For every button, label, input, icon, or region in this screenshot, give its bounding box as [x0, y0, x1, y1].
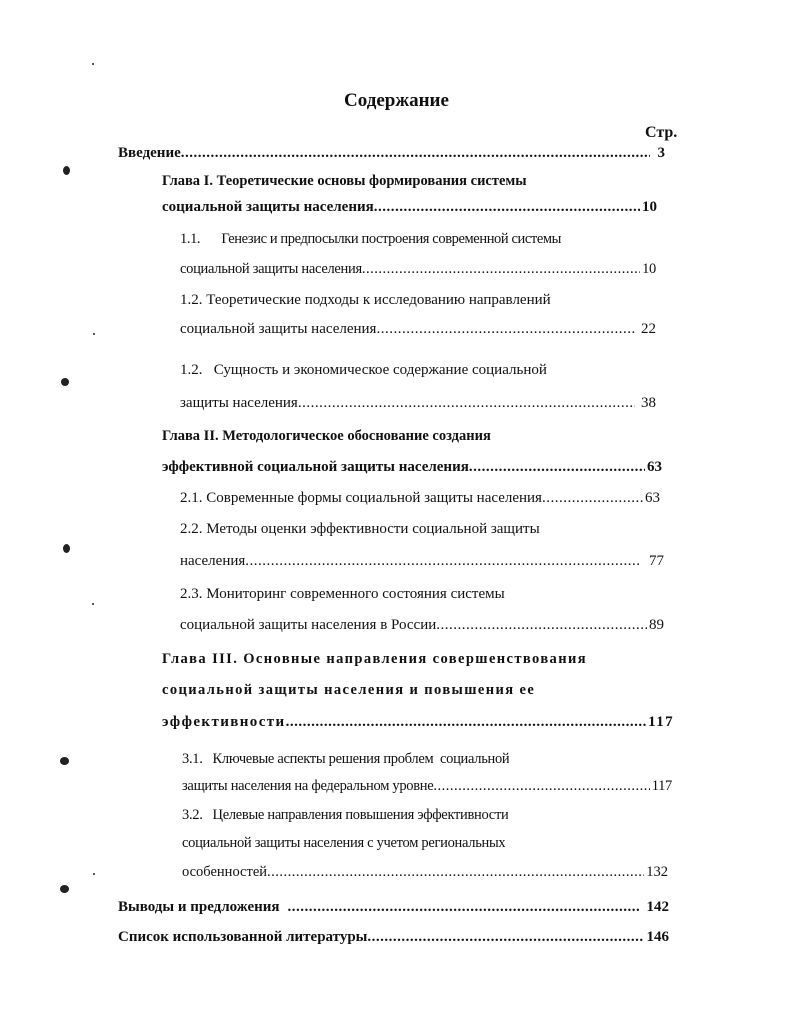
toc-section-2-1[interactable] [180, 487, 660, 509]
toc-page-number: 63 [647, 459, 662, 475]
toc-section-1-2-line1[interactable]: 1.2. Теоретические подходы к исследованию направлений [180, 292, 551, 308]
toc-section-1-1-line1[interactable] [180, 228, 561, 250]
scan-speck [92, 603, 94, 605]
toc-leader-dots [267, 861, 644, 883]
page-column-label: Стр. [645, 124, 678, 141]
toc-page-number: 3 [657, 145, 665, 161]
toc-section-1-2-line2[interactable] [180, 318, 656, 340]
toc-leader-dots [362, 258, 640, 280]
toc-section-1-3-line2[interactable] [180, 392, 656, 414]
toc-leader-dots [298, 392, 635, 414]
scan-speck [63, 166, 70, 175]
toc-chapter-1-line1[interactable]: Глава I. Теоретические основы формирования системы [162, 173, 527, 189]
toc-page-number: 117 [648, 714, 674, 730]
toc-entry-label: социальной защиты населения [180, 261, 362, 277]
toc-leader-dots [181, 142, 650, 164]
toc-section-1-3-line1[interactable]: 1.2. Сущность и экономическое содержание социальной [180, 362, 547, 378]
toc-page-number: 22 [641, 321, 656, 337]
toc-entry-intro[interactable] [118, 142, 665, 164]
toc-section-2-2-line1[interactable]: 2.2. Методы оценки эффективности социальной защиты [180, 521, 540, 537]
toc-entry-label: Введение [118, 145, 181, 161]
toc-leader-dots [469, 456, 645, 478]
toc-leader-dots [288, 896, 639, 918]
toc-entry-label: социальной защиты населения [180, 321, 377, 337]
scan-speck [93, 333, 95, 335]
scan-speck [60, 757, 69, 765]
toc-entry-label: эффективной социальной защиты населения [162, 459, 469, 475]
toc-section-3-1-line1[interactable]: 3.1. Ключевые аспекты решения проблем социальной [182, 751, 510, 767]
toc-entry-label: населения [180, 553, 246, 569]
toc-section-number: 1.1. [180, 231, 201, 247]
toc-leader-dots [436, 614, 647, 636]
scan-speck [63, 544, 70, 553]
scan-speck [92, 63, 94, 65]
toc-leader-dots [433, 775, 649, 797]
toc-section-1-1-line2[interactable] [180, 258, 656, 280]
toc-page-number: 38 [641, 395, 656, 411]
toc-entry-bibliography[interactable] [118, 926, 669, 948]
toc-page-number: 10 [642, 199, 657, 215]
toc-section-2-3-line2[interactable] [180, 614, 664, 636]
toc-section-2-3-line1[interactable]: 2.3. Мониторинг современного состояния системы [180, 586, 505, 602]
toc-page-number: 117 [651, 778, 672, 794]
scan-speck [61, 378, 69, 386]
toc-leader-dots [542, 487, 643, 509]
toc-chapter-3-line1[interactable]: Глава III. Основные направления совершенствования [162, 651, 587, 667]
toc-entry-label: эффективности [162, 714, 286, 730]
toc-leader-dots [286, 711, 647, 733]
toc-leader-dots [245, 550, 641, 572]
toc-page-number: 146 [646, 929, 669, 945]
toc-page-number: 63 [645, 490, 660, 506]
toc-page-number: 132 [646, 864, 668, 880]
toc-page-number: 10 [642, 261, 656, 277]
toc-section-title: Генезис и предпосылки построения современной системы [221, 231, 562, 247]
toc-leader-dots [374, 196, 640, 218]
toc-page-number: 142 [646, 899, 669, 915]
toc-leader-dots [367, 926, 643, 948]
toc-page-number: 77 [649, 553, 664, 569]
toc-section-2-2-line2[interactable] [180, 550, 664, 572]
toc-entry-label: 2.1. Современные формы социальной защиты населения [180, 490, 542, 506]
scan-speck [60, 885, 69, 893]
toc-leader-dots [376, 318, 636, 340]
toc-section-3-1-line2[interactable] [182, 775, 672, 797]
toc-entry-label: Выводы и предложения [118, 899, 280, 915]
toc-chapter-1-line2[interactable] [162, 196, 657, 218]
toc-entry-label: защиты населения [180, 395, 298, 411]
toc-entry-label: защиты населения на федеральном уровне [182, 778, 434, 794]
scan-speck [93, 873, 95, 875]
toc-entry-label: особенностей [182, 864, 268, 880]
toc-chapter-3-line2[interactable]: социальной защиты населения и повышения ее [162, 682, 536, 698]
toc-page-number: 89 [649, 617, 664, 633]
toc-chapter-2-line2[interactable] [162, 456, 662, 478]
page-title: Содержание [344, 90, 449, 111]
toc-section-3-2-line1[interactable]: 3.2. Целевые направления повышения эффективности [182, 807, 509, 823]
toc-entry-label: Список использованной литературы [118, 929, 368, 945]
toc-entry-label: социальной защиты населения [162, 199, 374, 215]
toc-section-3-2-line2[interactable]: социальной защиты населения с учетом региональных [182, 835, 506, 851]
toc-entry-conclusions[interactable] [118, 896, 669, 918]
toc-section-3-2-line3[interactable] [182, 861, 668, 883]
toc-chapter-2-line1[interactable]: Глава II. Методологическое обоснование создания [162, 428, 491, 444]
toc-entry-label: социальной защиты населения в России [180, 617, 437, 633]
toc-chapter-3-line3[interactable] [162, 711, 674, 733]
